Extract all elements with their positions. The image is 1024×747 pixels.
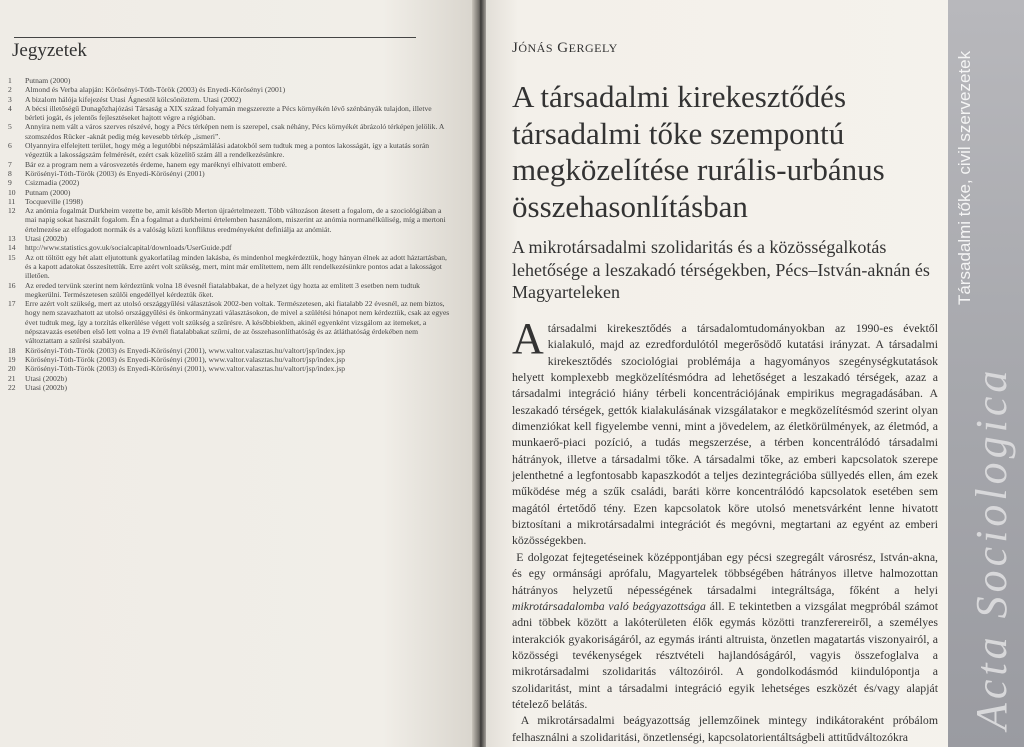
endnote-text: Csizmadia (2002) [25,178,80,188]
endnote-item [6,346,452,355]
endnote-item [6,160,452,169]
endnote-item [6,178,452,187]
endnote-number: 2 [8,85,12,95]
heading-rule [14,37,416,38]
endnote-item [6,253,452,281]
endnote-text: Körösényi-Tóth-Török (2003) és Enyedi-Körösényi (2001), www.valtor.valasztas.hu/valtort/jsp/index.jsp [25,345,346,355]
author-name: JÓNÁS GERGELY [512,40,618,56]
endnote-item [6,95,452,104]
endnote-number: 19 [8,354,16,364]
endnote-text: A bécsi illetőségű Dunagőzhajózási Társaság a XIX század folyamán megszerezte a Pécs környékén lévő szénbányák tulajdon, illetve bérleti jogát, és jelentős fejlesztéseket hajtott végre a régióban. [25,103,432,123]
endnote-number: 12 [8,206,16,216]
endnote-number: 18 [8,345,16,355]
endnote-item [6,197,452,206]
endnote-text: Olyannyira elfelejtett terület, hogy még a legutóbbi népszámlálási adatokból sem tudtuk meg a pontos lakosságát, így a kutatás során végeztük a lakosságszám felmérését, ezért csak közelítő szám áll a rendelkezésünkre. [25,141,430,160]
article-title: A társadalmi kirekesztődés társadalmi tőke szempontú megközelítése rurális-urbánus összehasonlításban [512,79,885,224]
endnote-item [6,141,452,160]
endnote-item [6,234,452,243]
paragraph-2: E dolgozat fejtegetéseinek középpontjában egy pécsi szegregált városrész, István-akna, és egy ormánsági aprófalu, Magyartelek többségében hátrányos illetve halmozottan hátrányos helyzetű népességének társadalmi integráltsága, főként a helyi mikrotársadalomba való beágyazottsága áll. E tekintetben a vizsgálat megpróbál számot adni többek között a lakóterületen élők egymás közötti tranzferereiről, a személyes interakciók gyakoriságáról, az egymás iránti altruista, önzetlen magatartás viszonyairól, a közösségi tevékenységek résztvételi hajlandóságáról, vagyis összefoglalva a mikrotársadalmi szolidaritás változóiról. A gondolkodásmód kiindulópontja a szolidaritást, mint a társadalmi integráció egyik lehetséges eszközét és/vagy alapját tételező belátás. [512,549,939,711]
endnote-number: 11 [8,196,16,206]
endnote-number: 1 [8,76,12,85]
endnote-text: Az anómia fogalmát Durkheim vezette be, amit később Merton újraértelmezett. Több változáson átesett a fogalom, de a szociológiában a mai napig sokat használt fogalom. Én a fogalmat a durkheimi értelemben használom, miszerint az anómia normanélküliség, míg a mertoni értelmezése az elfogadott normák és a valóság közti konfliktus eredményeként definiálja az anómiát. [25,206,446,234]
endnote-item [6,85,452,94]
endnote-number: 10 [8,187,16,197]
endnote-item [6,188,452,197]
endnote-item [6,364,452,373]
endnote-text: Putnam (2000) [25,187,71,197]
endnote-item [6,281,452,300]
endnote-item [6,122,452,141]
endnote-text: Utasi (2002b) [25,234,67,244]
endnote-number: 4 [8,103,12,113]
endnote-item [6,383,452,392]
notes-heading: Jegyzetek [12,40,87,61]
endnote-number: 15 [8,252,16,262]
article-body [512,314,939,745]
journal-watermark: Acta Sociologica [967,366,1016,730]
endnote-item [6,206,452,234]
endnote-text: Az ott töltött egy hét alatt eljutottunk gyakorlatilag minden lakásba, és mindenhol megkérdeztük, hogy hányan élnek az adott háztartásban, és a kapott adatokat összesítettük. Erre azért volt szükség, mert, mint már említettem, nem állt rendelkezésünkre pontos adat a lakosságot illetően. [25,252,447,281]
endnote-number: 8 [8,168,12,178]
endnote-item [6,355,452,364]
drop-cap: A [512,314,544,363]
endnote-text: Utasi (2002b) [25,373,67,383]
endnote-text: Almond és Verba alapján: Körösényi-Tóth-Török (2003) és Enyedi-Körösényi (2001) [25,85,286,95]
endnote-number: 20 [8,364,16,374]
paragraph-1: Atársadalmi kirekesztődés a társadalomtudományokban az 1990-es évektől kialakuló, majd az ezredfordulótól megerősödő kutatási irányzat. A társadalmi kirekesztődés szociológiai problémája a hagyományos szegénységkutatások helyett komplexebb megközelítésmódra ad lehetőséget a leszakadó térségek, azaz a társadalmi integráció hiány térbeli koncentrációjának empirikus megragadásában. A leszakadó térségek, gettók kialakulásának vizsgálatakor e megközelítésmód szerint olyan dimenziókat kell figyelembe venni, mint a jövedelem, az életkörülmények, az életmód, a munkaerő-piaci pozíció, a tudás megszerzése, a térben koncentrálódó társadalmi hátrányok, illetve a társadalmi tőke. A társadalmi tőke, az emberi kapcsolatok szerepe jelenthetné a legfontosabb kapaszkodót a teljes dezintegrációba süllyedés ellen, ám ezek működése még a szűk családi, baráti körre koncentrálódó kapcsolatok esetében sem magától értetődő tény. Ezen kapcsolatok köre utolsó menetsvárként lenne hivatott biztosítani a mikrotársadalmi integrációt és megóvni, megtartani az egyént az emberi közösségekben. [512,314,938,548]
paragraph-3: A mikrotársadalmi beágyazottság jellemzőinek mintegy indikátoraként próbálom felhasználni a szolidaritási, önzetlenségi, kapcsolatorientáltságbeli attitűdváltozókra [512,713,939,744]
endnote-text: Az ereded tervünk szerint nem kérdeztünk volna 18 évesnél fiatalabbakat, de a helyzet úgy hozta az emlitett 3 esetben nem tudtuk megkerülni. Természetesen szülői engedéllyel kérdeztük őket. [25,280,420,299]
endnote-number: 9 [8,178,12,188]
endnote-text: Körösényi-Tóth-Török (2003) és Enyedi-Körösényi (2001) [25,168,205,178]
endnote-text: Putnam (2000) [25,76,71,85]
endnote-number: 16 [8,280,16,290]
side-band-label: Társadalmi tőke, civil szervezetek [955,50,974,305]
endnote-text: Bár ez a program nem a városvezetés érdeme, hanem egy maréknyi elhivatott emberé. [25,159,287,169]
endnote-text: Annyira nem vált a város szerves részévé, hogy a Pécs térképen nem is szerepel, csak néhány, Pécs környékét ábrázoló térképen jelölik. A szomszédos Rücker -aknát pedig még kevesebb térkép „ismeri”. [25,122,444,141]
endnote-item [6,299,452,345]
endnote-number: 7 [8,159,12,169]
endnote-number: 13 [8,234,16,244]
endnote-item [6,374,452,383]
endnote-text: http://www.statistics.gov.uk/socialcapital/downloads/UserGuide.pdf [25,243,232,253]
endnote-number: 21 [8,373,16,383]
endnotes-list [6,76,452,392]
endnote-text: Tocqueville (1998) [25,196,83,206]
left-page [0,0,478,747]
endnote-item [6,104,452,123]
endnote-item [6,243,452,252]
endnote-number: 17 [8,299,16,309]
article-subtitle: A mikrotársadalmi szolidaritás és a közösségalkotás lehetősége a leszakadó térségekben, Pécs–István-aknán és Magyarteleken [512,237,930,302]
endnote-text: A bizalom hálója kifejezést Utasi Ágnestől kölcsönöztem. Utasi (2002) [25,94,242,104]
endnote-number: 6 [8,141,12,151]
endnote-item [6,169,452,178]
endnote-item [6,76,452,85]
endnote-text: Utasi (2002b) [25,382,67,392]
endnote-text: Körösényi-Tóth-Török (2003) és Enyedi-Körösényi (2001), www.valtor.valasztas.hu/valtort/jsp/index.jsp [25,354,346,364]
endnote-number: 3 [8,94,12,104]
endnote-number: 5 [8,122,12,132]
endnote-number: 22 [8,382,16,392]
endnote-text: Erre azért volt szükség, mert az utolsó országgyűlési választások 2002-ben voltak. Természetesen, aki fiatalabb 22 évesnél, az nem biztos, hogy nem szavazhatott az utolsó országgyűlési és önkormányzati választásokon, de mivel a szülétési hónapot nem kérdeztük, csak az egyes évet tudtuk meg, így a torzítás elkerülése végett volt szükség a szűrésre. A későbbiekben, akinél egyenként vizsgálom az itemeket, a népszavazás esetében első lett volna a 19 évnél fiatalabbakat szűrni, de az összehasonlíthatóság és az átláthatóság érdekében nem változtattam a szűrési szabályon. [25,299,450,346]
endnote-number: 14 [8,243,16,253]
endnote-text: Körösényi-Tóth-Török (2003) és Enyedi-Körösényi (2001), www.valtor.valasztas.hu/valtort/jsp/index.jsp [25,364,346,374]
